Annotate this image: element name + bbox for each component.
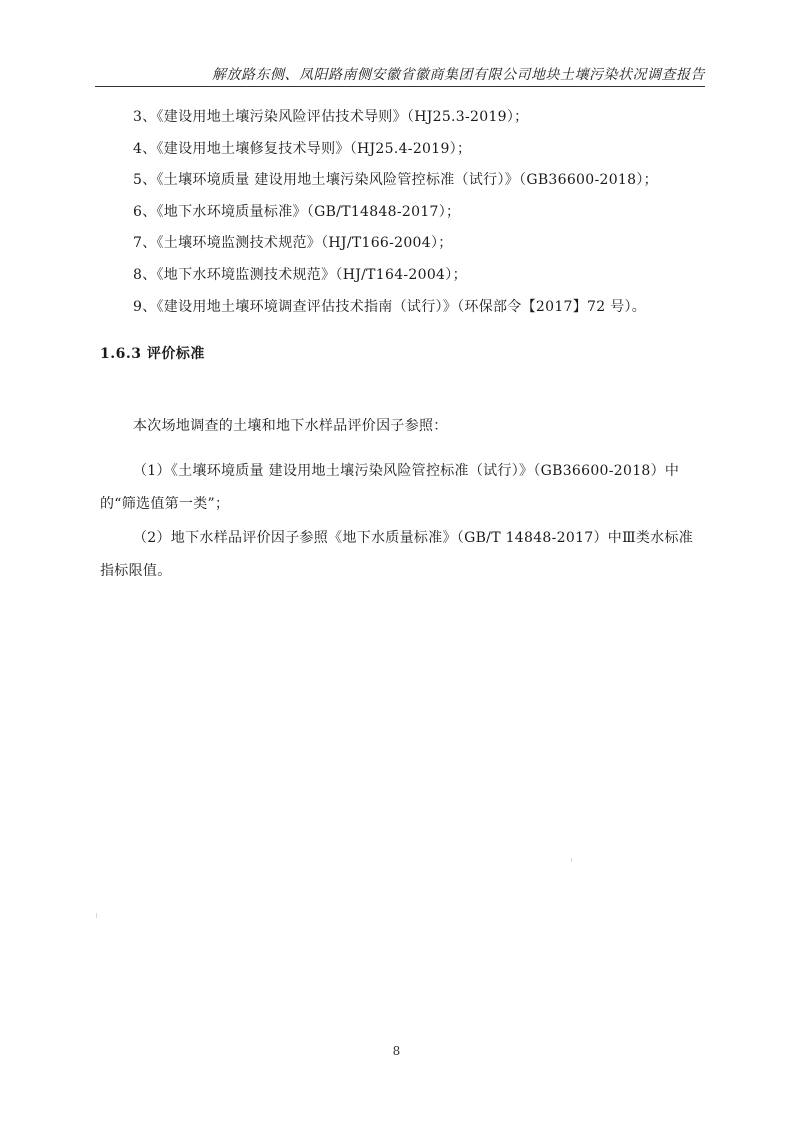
reference-item: 7、《土壤环境监测技术规范》（HJ/T166-2004）；: [133, 235, 453, 252]
reference-item: 3、《建设用地土壤污染风险评估技术导则》（HJ25.3-2019）；: [133, 109, 529, 125]
reference-item: 4、《建设用地土壤修复技术导则》（HJ25.4-2019）；: [133, 140, 472, 157]
reference-item: 6、《地下水环境质量标准》（GB/T14848-2017）；: [133, 203, 461, 220]
reference-item: 8、《地下水环境监测技术规范》（HJ/T164-2004）；: [133, 266, 467, 283]
reference-item: 5、《土壤环境质量 建设用地土壤污染风险管控标准（试行）》（GB36600-2018）；: [133, 172, 658, 189]
criteria-item-groundwater: （2）地下水样品评价因子参照《地下水质量标准》（GB/T 14848-2017）中Ⅲ类水标准指标限值。: [100, 530, 694, 579]
reference-list: [133, 105, 713, 326]
scan-speck: [571, 858, 572, 862]
section-heading: 1.6.3 评价标准: [100, 346, 205, 362]
report-header-title: 解放路东侧、凤阳路南侧安徽省徽商集团有限公司地块土壤污染状况调查报告: [212, 67, 705, 83]
header-rule: [95, 86, 705, 87]
scan-speck: [96, 913, 97, 918]
section-intro: 本次场地调查的土壤和地下水样品评价因子参照：: [133, 418, 448, 434]
reference-item: 9、《建设用地土壤环境调查评估技术指南（试行）》（环保部令【2017】72 号）。: [133, 298, 647, 315]
page-number: 8: [392, 1044, 401, 1058]
criteria-item-soil: （1）《土壤环境质量 建设用地土壤污染风险管控标准（试行）》（GB36600-2018）中的“筛选值第一类”；: [100, 463, 680, 512]
